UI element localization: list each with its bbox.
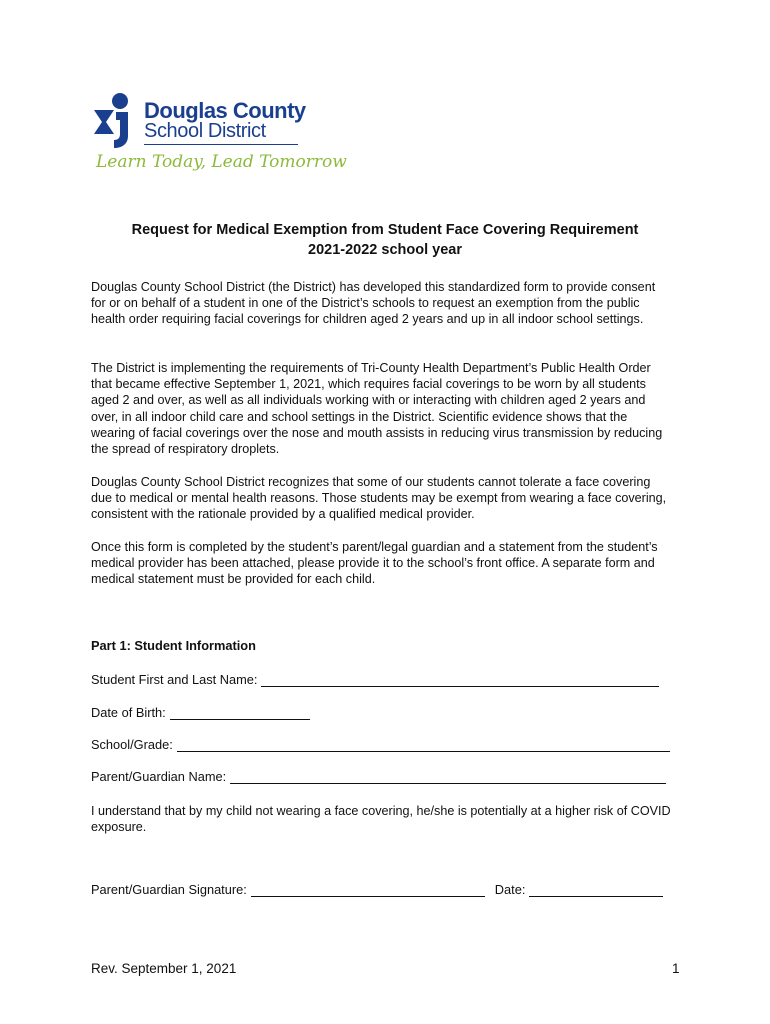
date-field[interactable] xyxy=(529,883,663,897)
school-grade-row xyxy=(91,737,670,752)
page-number: 1 xyxy=(672,961,680,976)
intro-paragraph: Douglas County School District (the District) has developed this standardized form to provide consent for or on behalf of a student in one of the District’s schools to request an exemption from the public health order requiring facial coverings for children aged 2 years and up in all indoor school settings. xyxy=(91,280,656,327)
logo-name-line2: School District xyxy=(144,120,266,142)
instructions-paragraph: Once this form is completed by the student’s parent/legal guardian and a statement from the student’s medical provider has been attached, please provide it to the school’s front office. A separate form and medical statement must be provided for each child. xyxy=(91,540,658,587)
guardian-name-field[interactable] xyxy=(230,770,666,784)
logo-divider xyxy=(144,144,298,145)
part1-heading: Part 1: Student Information xyxy=(91,638,256,653)
date-label: Date: xyxy=(494,882,526,897)
signature-label: Parent/Guardian Signature: xyxy=(91,882,247,897)
signature-field[interactable] xyxy=(251,883,485,897)
dob-row xyxy=(91,705,310,720)
form-title: Request for Medical Exemption from Student Face Covering Requirement xyxy=(131,222,639,238)
school-grade-label: School/Grade: xyxy=(91,737,173,752)
student-name-label: Student First and Last Name: xyxy=(91,672,258,687)
district-logo-icon xyxy=(90,92,138,150)
logo-name-line1: Douglas County xyxy=(144,98,306,123)
exemption-paragraph: Douglas County School District recognizes that some of our students cannot tolerate a face covering due to medical or mental health reasons. Those students may be exempt from wearing a face covering, consistent with the rationale provided by a qualified medical provider. xyxy=(91,475,667,522)
revision-date: Rev. September 1, 2021 xyxy=(91,961,237,976)
school-grade-field[interactable] xyxy=(177,738,670,752)
form-subtitle: 2021-2022 school year xyxy=(308,242,462,258)
guardian-name-row xyxy=(91,769,666,784)
dob-label: Date of Birth: xyxy=(91,705,166,720)
dob-field[interactable] xyxy=(170,706,310,720)
guardian-name-label: Parent/Guardian Name: xyxy=(91,769,227,784)
district-logo xyxy=(90,92,347,182)
logo-tagline: Learn Today, Lead Tomorrow xyxy=(96,152,347,172)
student-name-row xyxy=(91,672,659,687)
acknowledgement-text: I understand that by my child not wearing a face covering, he/she is potentially at a higher risk of COVID exposure. xyxy=(91,804,671,835)
student-name-field[interactable] xyxy=(261,673,659,687)
signature-row xyxy=(91,882,663,897)
health-order-paragraph: The District is implementing the requirements of Tri-County Health Department’s Public Health Order that became effective September 1, 2021, which requires facial coverings to be worn by all students aged 2 and over, as well as all individuals working with or interacting with children aged 2 years and over, in all indoor child care and school settings in the District. Scientific evidence shows that the wearing of facial coverings over the nose and mouth assists in reducing virus transmission by reducing the spread of respiratory droplets. xyxy=(91,361,663,457)
